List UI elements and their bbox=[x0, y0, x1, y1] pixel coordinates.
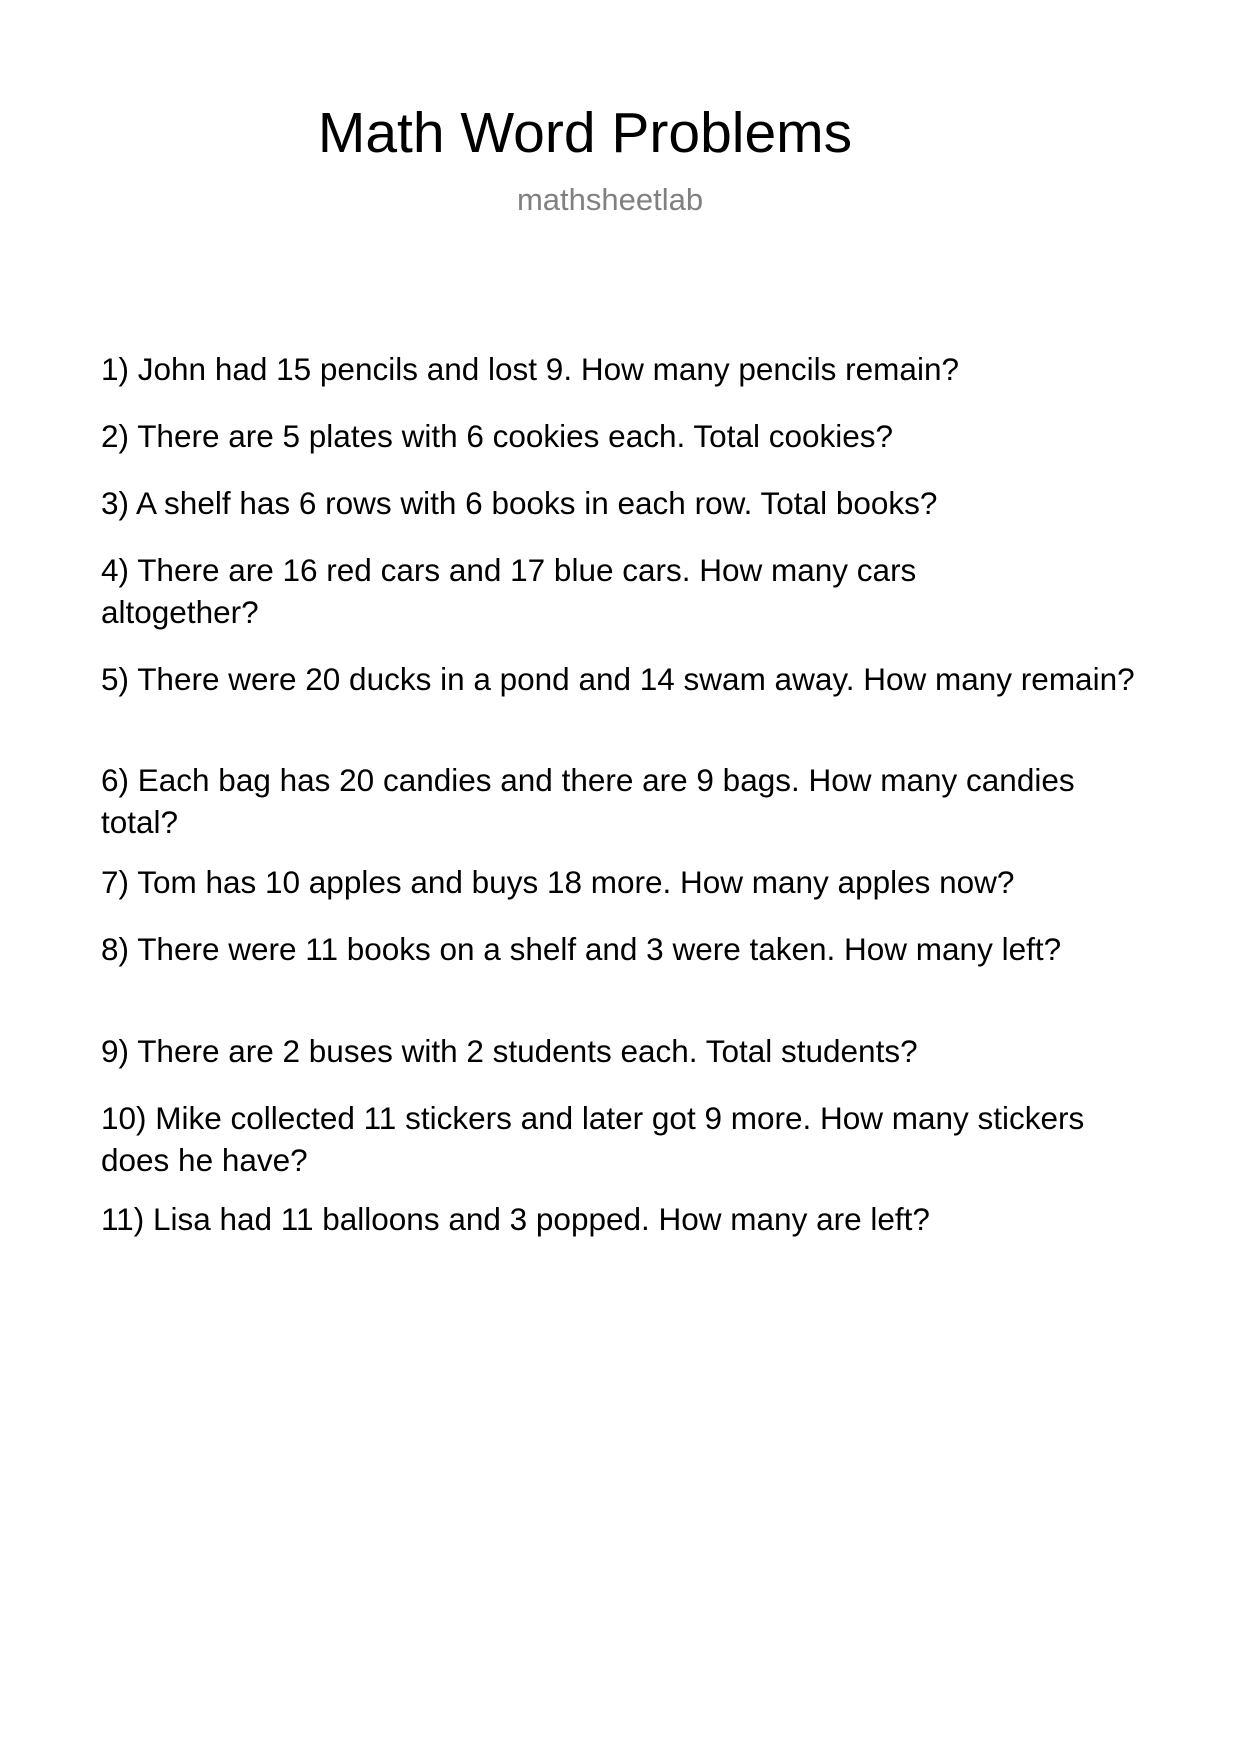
problem-item-3: 3) A shelf has 6 rows with 6 books in each row. Total books? bbox=[101, 485, 938, 521]
problem-item-8: 8) There were 11 books on a shelf and 3 were taken. How many left? bbox=[101, 931, 1062, 967]
problem-item-6: 6) Each bag has 20 candies and there are 9 bags. How many candies total? bbox=[101, 762, 1075, 840]
problem-item-10: 10) Mike collected 11 stickers and later got 9 more. How many stickers does he have? bbox=[101, 1100, 1085, 1178]
problem-item-2: 2) There are 5 plates with 6 cookies each. Total cookies? bbox=[101, 418, 894, 454]
problem-item-1: 1) John had 15 pencils and lost 9. How many pencils remain? bbox=[101, 351, 959, 387]
problem-item-9: 9) There are 2 buses with 2 students each. Total students? bbox=[101, 1033, 918, 1069]
problem-item-7: 7) Tom has 10 apples and buys 18 more. How many apples now? bbox=[101, 864, 1015, 900]
problem-item-5: 5) There were 20 ducks in a pond and 14 swam away. How many remain? bbox=[101, 661, 1135, 697]
page-subtitle: mathsheetlab bbox=[516, 182, 704, 217]
page-title: Math Word Problems bbox=[317, 101, 853, 165]
problem-item-11: 11) Lisa had 11 balloons and 3 popped. How many are left? bbox=[101, 1201, 930, 1237]
problem-item-4: 4) There are 16 red cars and 17 blue cars. How many cars altogether? bbox=[101, 552, 917, 630]
